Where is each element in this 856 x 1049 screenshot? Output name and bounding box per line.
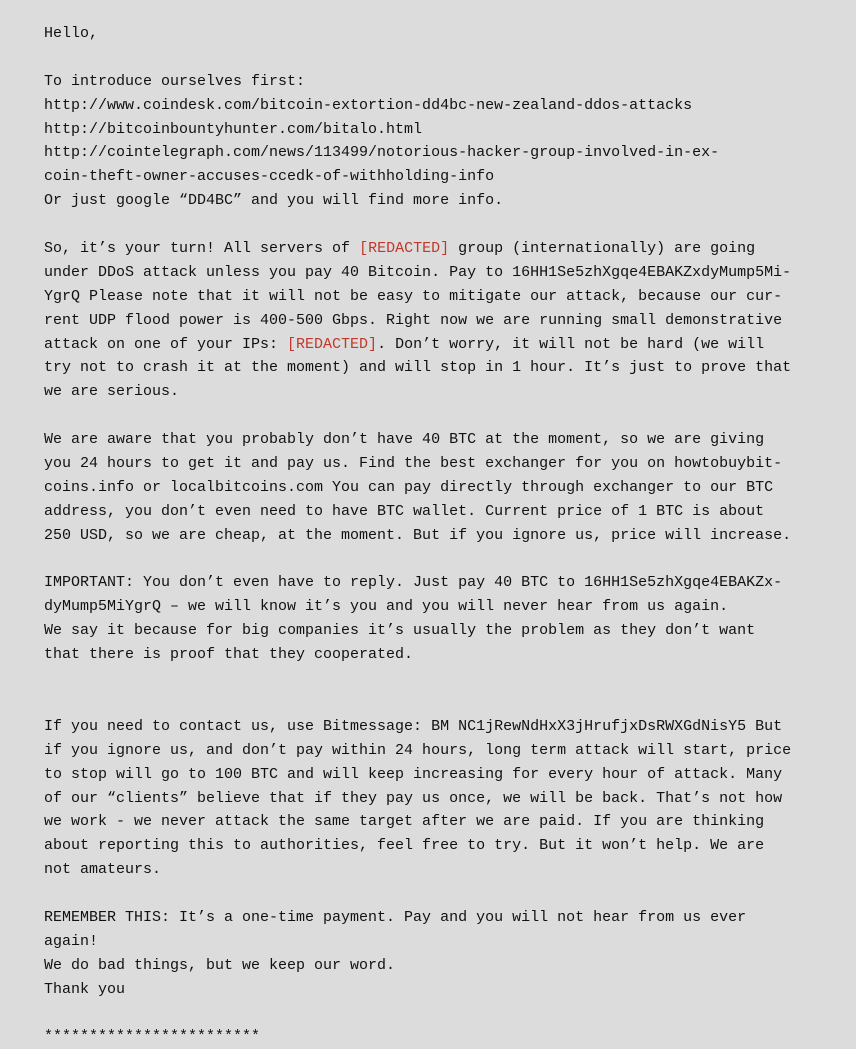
remember-line-2: again! [44, 932, 99, 950]
payment-line-5: 250 USD, so we are cheap, at the moment. But if you ignore us, price will increase. [44, 526, 792, 544]
contact-line-7: not amateurs. [44, 861, 162, 879]
payment-line-3: coins.info or localbitcoins.com You can pay directly through exchanger to our BTC [44, 478, 774, 496]
contact-line-3: to stop will go to 100 BTC and will keep increasing for every hour of attack. Many [44, 765, 783, 783]
threat-text: . Don’t worry, it will not be hard (we will [377, 335, 765, 353]
spacer [44, 667, 856, 715]
important-line-4: that there is proof that they cooperated. [44, 646, 414, 664]
threat-line-5 [44, 333, 856, 357]
coindesk-link: http://www.coindesk.com/bitcoin-extortion-dd4bc-new-zealand-ddos-attacks [44, 96, 693, 114]
greeting: Hello, [44, 25, 99, 42]
important-line-2: dyMump5MiYgrQ – we will know it’s you and you will never hear from us again. [44, 598, 729, 616]
spacer [44, 46, 856, 70]
spacer [44, 548, 856, 572]
contact-line-6: about reporting this to authorities, feel free to try. But it won’t help. We are [44, 837, 765, 855]
spacer [44, 882, 856, 906]
spacer [44, 213, 856, 237]
contact-line-4: of our “clients” believe that if they pay us once, we will be back. That’s not how [44, 789, 783, 807]
threat-line-1 [44, 237, 856, 261]
threat-text: group (internationally) are going [449, 240, 756, 258]
threat-line-3: YgrQ Please note that it will not be easy to mitigate our attack, because our cur- [44, 287, 783, 305]
contact-line-5: we work - we never attack the same target after we are paid. If you are thinking [44, 813, 765, 831]
payment-line-2: you 24 hours to get it and pay us. Find the best exchanger for you on howtobuybit- [44, 455, 783, 473]
important-line-3: We say it because for big companies it’s usually the problem as they don’t want [44, 622, 756, 640]
contact-line-2: if you ignore us, and don’t pay within 24 hours, long term attack will start, price [44, 741, 792, 759]
threat-line-7: we are serious. [44, 383, 180, 401]
sign-off: Thank you [44, 980, 126, 998]
contact-line-1: If you need to contact us, use Bitmessage: BM NC1jRewNdHxX3jHrufjxDsRWXGdNisY5 But [44, 717, 783, 735]
threat-line-4: rent UDP flood power is 400-500 Gbps. Right now we are running small demonstrative [44, 311, 783, 329]
bountyhunter-link: http://bitcoinbountyhunter.com/bitalo.html [44, 120, 423, 138]
payment-line-1: We are aware that you probably don’t have 40 BTC at the moment, so we are giving [44, 431, 765, 449]
threat-text: So, it’s your turn! All servers of [44, 240, 360, 258]
spacer [44, 404, 856, 428]
intro-line: To introduce ourselves first: [44, 72, 306, 90]
payment-line-4: address, you don’t even need to have BTC wallet. Current price of 1 BTC is about [44, 502, 765, 520]
cointelegraph-link-part1: http://cointelegraph.com/news/113499/notorious-hacker-group-involved-in-ex- [44, 144, 720, 162]
important-line-1: IMPORTANT: You don’t even have to reply. Just pay 40 BTC to 16HH1Se5zhXgqe4EBAKZx- [44, 574, 783, 592]
spacer [44, 1002, 856, 1026]
remember-line-3: We do bad things, but we keep our word. [44, 956, 396, 974]
threat-line-2: under DDoS attack unless you pay 40 Bitcoin. Pay to 16HH1Se5zhXgqe4EBAKZxdyMump5Mi- [44, 263, 792, 281]
redacted-company: [REDACTED] [359, 240, 450, 258]
google-hint: Or just google “DD4BC” and you will find more info. [44, 192, 504, 210]
cointelegraph-link-part2: coin-theft-owner-accuses-ccedk-of-withholding-info [44, 168, 495, 186]
threat-text: attack on one of your IPs: [44, 335, 288, 353]
redacted-ip: [REDACTED] [287, 335, 378, 353]
threat-line-6: try not to crash it at the moment) and will stop in 1 hour. It’s just to prove that [44, 359, 792, 377]
footer-stars: ************************ [44, 1028, 261, 1046]
remember-line-1: REMEMBER THIS: It’s a one-time payment. Pay and you will not hear from us ever [44, 908, 747, 926]
